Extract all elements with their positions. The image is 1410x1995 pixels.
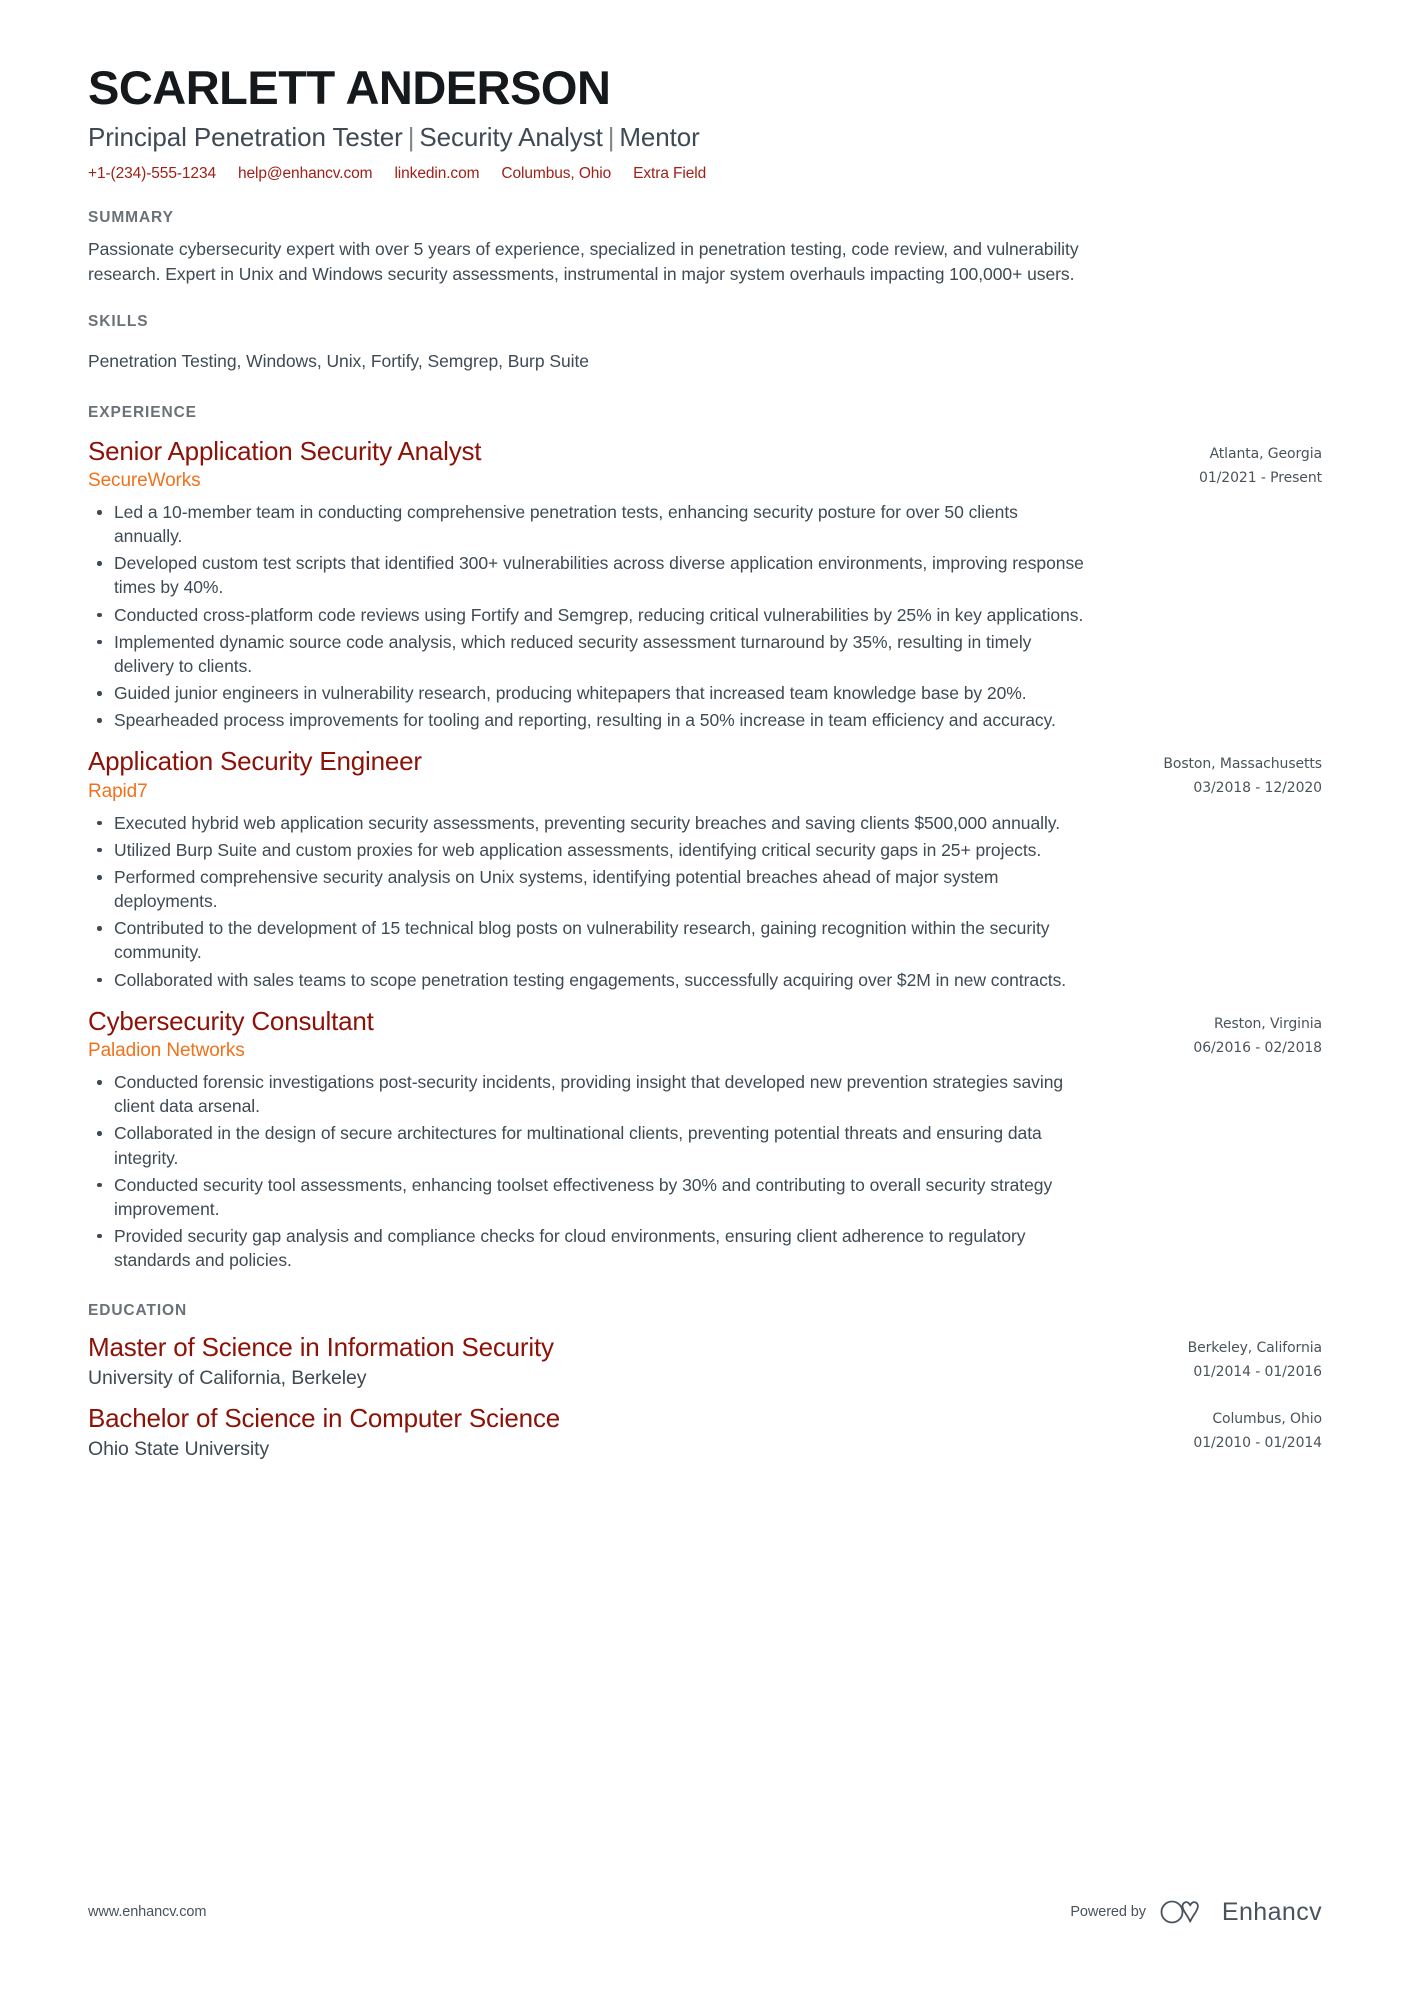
summary-text: Passionate cybersecurity expert with over 5 years of experience, specialized in penetration testing, code review, and vulnerability research. Expert in Unix and Windows security assessments, instrumental in major system overhauls impacting 100,000+ users. — [88, 239, 1079, 284]
education-entry-header-right — [1169, 1403, 1322, 1455]
skills-list: Penetration Testing, Windows, Unix, Fortify, Semgrep, Burp Suite — [88, 350, 589, 371]
footer-website-url[interactable]: www.enhancv.com — [88, 1904, 207, 1920]
education-entry — [88, 1332, 1322, 1391]
contact-location: Columbus, Ohio — [501, 165, 612, 183]
experience-entry — [88, 746, 1322, 991]
contact-row — [88, 165, 1322, 183]
education-entry-header-left — [88, 1403, 1169, 1462]
enhancv-mark-icon — [1159, 1897, 1213, 1927]
resume-header — [88, 0, 1322, 183]
footer-brand — [1070, 1897, 1322, 1927]
list-item: Collaborated in the design of secure architectures for multinational clients, preventing potential threats and ensuring data integrity. — [88, 1121, 1088, 1169]
experience-entry-header-left — [88, 1006, 1169, 1064]
job-dates: 06/2016 - 02/2018 — [1193, 1039, 1322, 1056]
list-item: Conducted cross-platform code reviews using Fortify and Semgrep, reducing critical vulnerabilities by 25% in key applications. — [88, 603, 1088, 627]
experience-section — [88, 404, 1322, 1273]
company-name: SecureWorks — [88, 470, 201, 492]
job-title: Cybersecurity Consultant — [88, 1005, 374, 1036]
education-section — [88, 1302, 1322, 1462]
section-heading-experience: EXPERIENCE — [88, 403, 197, 421]
list-item: Provided security gap analysis and compliance checks for cloud environments, ensuring client adherence to regulatory standards and policies. — [88, 1224, 1088, 1272]
contact-email[interactable]: help@enhancv.com — [237, 165, 373, 183]
experience-entry-header-left — [88, 436, 1175, 494]
contact-phone[interactable]: +1-(234)-555-1234 — [88, 165, 216, 183]
job-title: Senior Application Security Analyst — [88, 435, 482, 466]
list-item: Contributed to the development of 15 technical blog posts on vulnerability research, gaining recognition within the security community. — [88, 916, 1088, 964]
job-location: Atlanta, Georgia — [1209, 445, 1322, 462]
professional-headline — [88, 121, 1322, 154]
job-bullet-list — [88, 811, 1088, 992]
contact-linkedin[interactable]: linkedin.com — [394, 165, 480, 183]
job-title: Application Security Engineer — [88, 746, 422, 777]
experience-entry-header-left — [88, 746, 1139, 804]
degree-title: Bachelor of Science in Computer Science — [88, 1403, 561, 1434]
experience-entry-header-right — [1175, 436, 1322, 490]
list-item: Conducted forensic investigations post-security incidents, providing insight that developed new prevention strategies saving client data arsenal. — [88, 1070, 1088, 1118]
list-item: Spearheaded process improvements for tooling and reporting, resulting in a 50% increase in team efficiency and accuracy. — [88, 708, 1088, 732]
job-dates: 03/2018 - 12/2020 — [1193, 780, 1322, 797]
education-entry-header-left — [88, 1332, 1164, 1391]
school-name: University of California, Berkeley — [88, 1366, 367, 1389]
experience-entry-header — [88, 746, 1322, 804]
job-location: Boston, Massachusetts — [1163, 756, 1322, 773]
skills-section — [88, 313, 1322, 374]
contact-extra-field: Extra Field — [633, 165, 707, 183]
school-dates: 01/2010 - 01/2014 — [1193, 1435, 1322, 1452]
experience-entry — [88, 1006, 1322, 1273]
headline-separator-1: | — [607, 121, 615, 152]
company-name: Rapid7 — [88, 781, 148, 803]
enhancv-brand-name: Enhancv — [1221, 1897, 1322, 1926]
section-heading-education: EDUCATION — [88, 1302, 188, 1320]
job-location: Reston, Virginia — [1213, 1015, 1322, 1032]
experience-entry-header-right — [1139, 746, 1322, 800]
list-item: Performed comprehensive security analysis on Unix systems, identifying potential breaches ahead of major system deployments. — [88, 865, 1088, 913]
headline-part-2: Mentor — [619, 121, 700, 152]
list-item: Developed custom test scripts that identified 300+ vulnerabilities across diverse application environments, improving response times by 40%. — [88, 551, 1088, 599]
headline-part-1: Security Analyst — [419, 121, 603, 152]
list-item: Conducted security tool assessments, enhancing toolset effectiveness by 30% and contributing to overall security strategy improvement. — [88, 1173, 1088, 1221]
list-item: Led a 10-member team in conducting comprehensive penetration tests, enhancing security posture for over 50 clients annually. — [88, 500, 1088, 548]
education-entry-header — [88, 1403, 1322, 1462]
page-title: SCARLETT ANDERSON — [88, 61, 611, 114]
list-item: Guided junior engineers in vulnerability research, producing whitepapers that increased team knowledge base by 20%. — [88, 681, 1088, 705]
education-entry-header-right — [1164, 1332, 1322, 1384]
school-location: Berkeley, California — [1187, 1340, 1322, 1357]
list-item: Collaborated with sales teams to scope penetration testing engagements, successfully acquiring over $2M in new contracts. — [88, 968, 1088, 992]
enhancv-logo-lockup — [1159, 1897, 1322, 1927]
education-entry — [88, 1403, 1322, 1462]
experience-entry-header — [88, 1006, 1322, 1064]
list-item: Utilized Burp Suite and custom proxies for web application assessments, identifying critical security gaps in 25+ projects. — [88, 838, 1088, 862]
degree-title: Master of Science in Information Security — [88, 1332, 554, 1363]
job-dates: 01/2021 - Present — [1199, 469, 1322, 486]
education-entry-header — [88, 1332, 1322, 1391]
list-item: Implemented dynamic source code analysis, which reduced security assessment turnaround by 35%, resulting in timely delivery to clients. — [88, 630, 1088, 678]
experience-entry-header-right — [1169, 1006, 1322, 1060]
section-heading-skills: SKILLS — [88, 312, 149, 330]
school-dates: 01/2014 - 01/2016 — [1193, 1364, 1322, 1381]
powered-by-label: Powered by — [1070, 1904, 1146, 1920]
list-item: Executed hybrid web application security assessments, preventing security breaches and saving clients $500,000 annually. — [88, 811, 1088, 835]
summary-section — [88, 209, 1322, 287]
headline-part-0: Principal Penetration Tester — [88, 121, 403, 152]
resume-footer — [88, 1897, 1322, 1927]
experience-entry-header — [88, 436, 1322, 494]
job-bullet-list — [88, 500, 1088, 732]
school-location: Columbus, Ohio — [1212, 1411, 1322, 1428]
headline-separator-0: | — [407, 121, 415, 152]
section-heading-summary: SUMMARY — [88, 209, 174, 227]
job-bullet-list — [88, 1070, 1088, 1272]
experience-entry — [88, 436, 1322, 733]
school-name: Ohio State University — [88, 1438, 270, 1461]
company-name: Paladion Networks — [88, 1040, 245, 1062]
